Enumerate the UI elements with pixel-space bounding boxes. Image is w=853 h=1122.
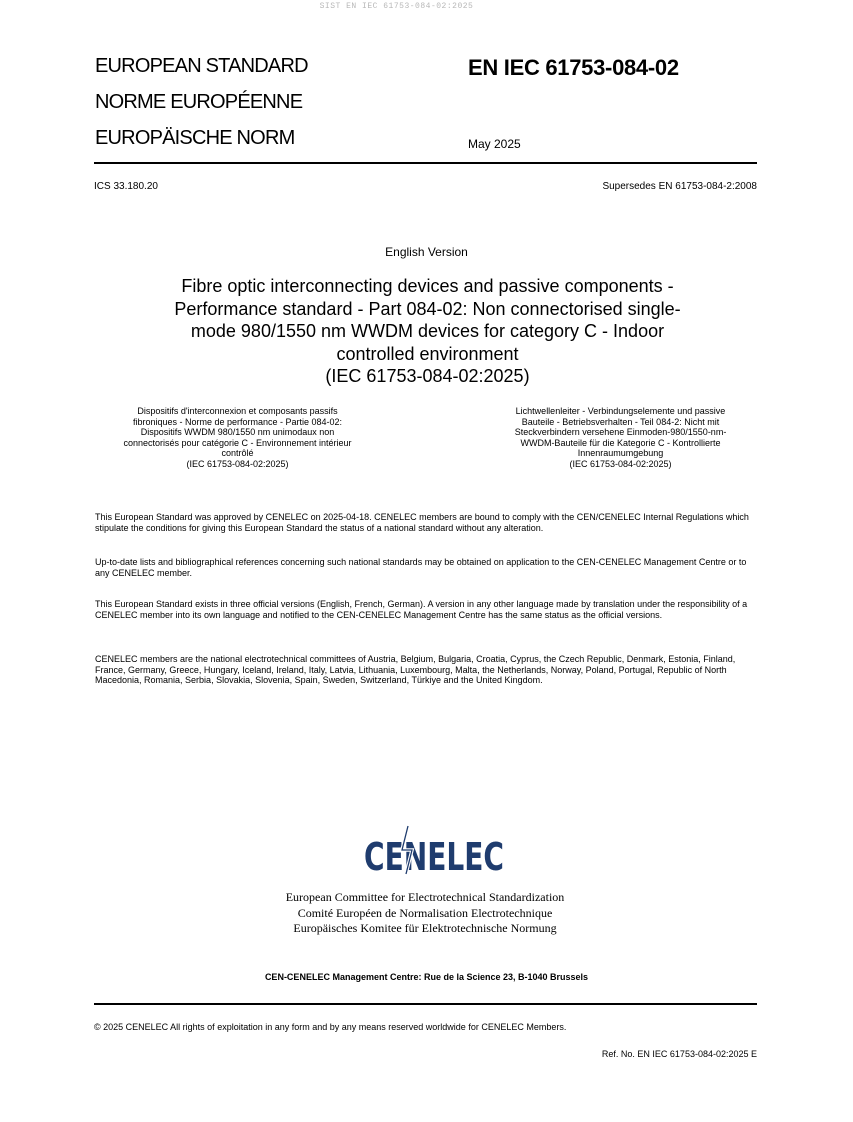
- publication-date: May 2025: [468, 137, 521, 151]
- title-line: (IEC 61753-084-02:2025): [325, 366, 530, 386]
- footer-divider: [94, 1003, 757, 1005]
- french-title-line: Dispositifs WWDM 980/1550 nm unimodaux non: [140, 427, 335, 438]
- management-centre-address: CEN-CENELEC Management Centre: Rue de la Science 23, B-1040 Brussels: [264, 972, 589, 982]
- french-title: [95, 406, 380, 470]
- organization-name-fr: Comité Européen de Normalisation Electrotechnique: [297, 905, 553, 920]
- french-title-line: fibroniques - Norme de performance - Partie 084-02:: [132, 416, 343, 427]
- document-title: [150, 275, 705, 388]
- supersedes-note: Supersedes EN 61753-084-2:2008: [602, 181, 757, 192]
- ics-code: ICS 33.180.20: [94, 181, 158, 192]
- german-title-line: Innenraumumgebung: [577, 448, 664, 459]
- german-title-line: Bauteile - Betriebsverhalten - Teil 084-2: Nicht mit: [521, 416, 720, 427]
- german-title-line: (IEC 61753-084-02:2025): [569, 458, 672, 469]
- reference-number: Ref. No. EN IEC 61753-084-02:2025 E: [601, 1049, 757, 1059]
- title-line: controlled environment: [336, 343, 519, 364]
- organization-names: [150, 890, 700, 937]
- standard-number: EN IEC 61753-084-02: [468, 55, 679, 80]
- references-paragraph: Up-to-date lists and bibliographical references concerning such national standards may be obtained on application to the CEN-CENELEC Management Centre or to any CENELEC member.: [95, 557, 747, 578]
- cenelec-logo-text: CENELEC: [364, 835, 504, 879]
- german-title: [478, 406, 763, 470]
- heading-european-standard: EUROPEAN STANDARD: [95, 55, 308, 77]
- versions-paragraph: This European Standard exists in three official versions (English, French, German). A version in any other language made by translation under the responsibility of a CENELEC member into its own language and notified to the CEN-CENELEC Management Centre has the same status as the official versions.: [95, 599, 748, 620]
- french-title-line: (IEC 61753-084-02:2025): [186, 458, 289, 469]
- copyright-notice: © 2025 CENELEC All rights of exploitation in any form and by any means reserved worldwide for CENELEC Members.: [94, 1022, 567, 1032]
- french-title-line: connectorisés pour catégorie C - Environnement intérieur: [123, 437, 352, 448]
- title-line: Fibre optic interconnecting devices and passive components -: [181, 276, 674, 296]
- members-paragraph: CENELEC members are the national electrotechnical committees of Austria, Belgium, Bulgaria, Croatia, Cyprus, the Czech Republic, Denmark, Estonia, Finland, France, Germany, Greece, Hungary, Iceland, Ireland, Italy, Latvia, Lithuania, Luxembourg, Malta, the Netherlands, Norway, Poland, Portugal, Republic of North Macedonia, Romania, Serbia, Slovakia, Slovenia, Spain, Sweden, Switzerland, Türkiye and the United Kingdom.: [95, 654, 736, 686]
- german-title-line: Steckverbindern versehene Einmoden-980/1550-nm-: [514, 427, 727, 438]
- header-divider: [94, 162, 757, 164]
- german-title-line: WWDM-Bauteile für die Kategorie C - Kontrollierte: [520, 437, 721, 448]
- title-line: mode 980/1550 nm WWDM devices for category C - Indoor: [190, 321, 665, 341]
- organization-name-en: European Committee for Electrotechnical Standardization: [285, 890, 565, 904]
- organization-name-de: Europäisches Komitee für Elektrotechnische Normung: [293, 921, 557, 935]
- cenelec-logo: [360, 820, 510, 879]
- title-line: Performance standard - Part 084-02: Non connectorised single-: [174, 298, 681, 319]
- french-title-line: contrôlé: [221, 448, 254, 459]
- french-title-line: Dispositifs d'interconnexion et composants passifs: [137, 406, 338, 416]
- version-label: English Version: [385, 245, 468, 259]
- german-title-line: Lichtwellenleiter - Verbindungselemente und passive: [515, 406, 726, 416]
- watermark: SIST EN IEC 61753-084-02:2025: [319, 2, 474, 11]
- heading-europaische-norm: EUROPÄISCHE NORM: [95, 127, 295, 149]
- approval-paragraph: This European Standard was approved by CENELEC on 2025-04-18. CENELEC members are bound to comply with the CEN/CENELEC Internal Regulations which stipulate the conditions for giving this European Standard the status of a national standard without any alteration.: [95, 512, 749, 533]
- heading-norme-europeenne: NORME EUROPÉENNE: [95, 91, 303, 113]
